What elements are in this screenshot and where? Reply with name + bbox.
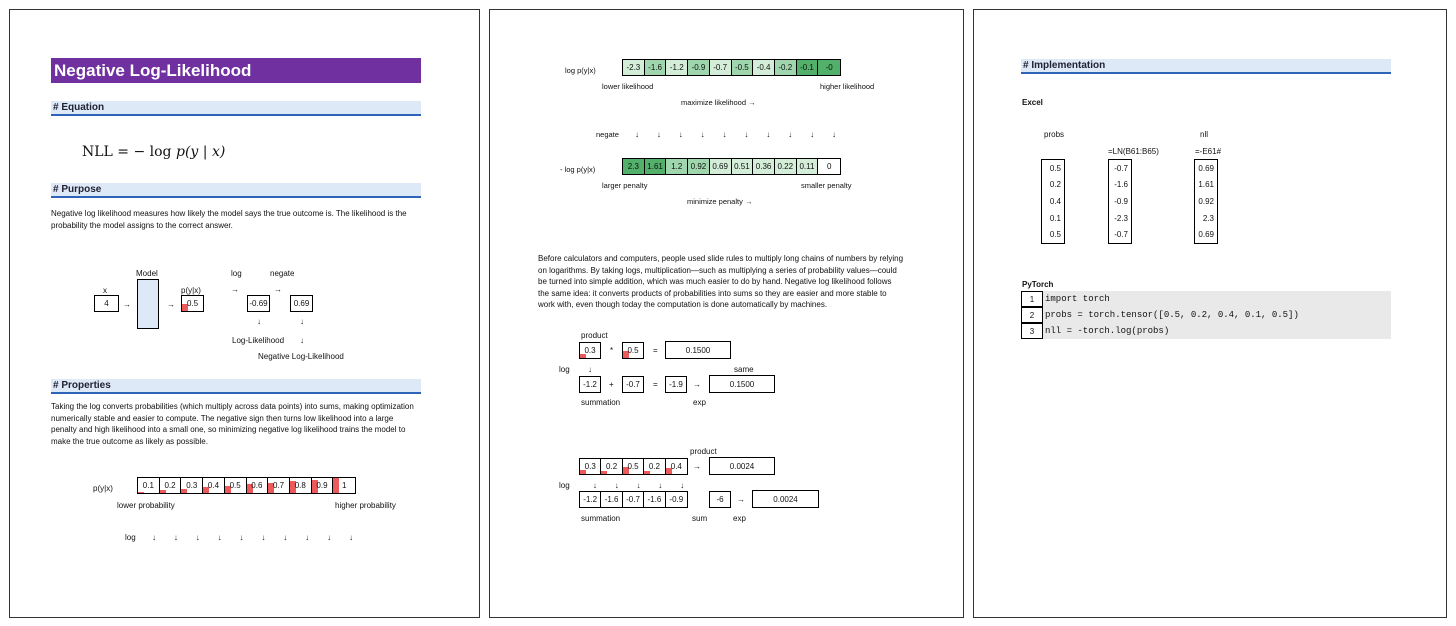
equation-eq: = − log	[112, 144, 176, 160]
ex2-product-result-box: 0.0024	[709, 457, 775, 475]
likelihood-cell: 1.2	[666, 159, 688, 174]
arrow-down-icon: ↓	[195, 533, 200, 542]
likelihood-cell: -2.3	[623, 60, 645, 75]
log-arrows-row	[143, 533, 362, 543]
page-3	[973, 9, 1447, 618]
arrow-down-icon: ↓	[283, 533, 288, 542]
x-value-box: 4	[94, 295, 119, 312]
product-label: product	[581, 331, 608, 340]
prob-cell	[247, 478, 269, 493]
probs-cell: 0.2	[1049, 180, 1061, 190]
likelihood-cell: -0.4	[753, 60, 775, 75]
ex2-log-cell: -1.6	[601, 492, 622, 507]
properties-text: Taking the log converts probabilities (which multiply across data points) into sums, making optimization numerically stable and easier to compute. The negative sign then turns low likelihood into a large penalty and high likelihood into a small one, so minimizing negative log likelihood trains the model to make the true outcome as likely as possible.	[51, 402, 414, 446]
ex2-log-cell: -0.9	[666, 492, 687, 507]
ex1-log-label: log	[559, 365, 570, 374]
logs-cell: -0.7	[1114, 163, 1128, 173]
arrow-down-icon: ↓	[678, 130, 683, 139]
log-column	[1108, 159, 1132, 244]
negate-label: negate	[270, 269, 295, 278]
likelihood-cell: 0.36	[753, 159, 775, 174]
pytorch-label: PyTorch	[1022, 280, 1054, 289]
slide-rule-paragraph: Before calculators and computers, people used slide rules to multiply long chains of numbers by relying on logarithms. By taking logs, multiplication—such as multiplying a series of probability values—could be turned into simple addition, which was much easier to do by hand. Negative log likelihood follows the same idea: it converts products of probabilities into sums so they are easier and more stable to work with, even though today the computation is done automatically by machines.	[538, 254, 904, 309]
prob-cell	[160, 478, 182, 493]
arrow-down-icon: ↓	[217, 533, 222, 542]
nlls-cell: 0.69	[1198, 230, 1214, 240]
nlls-cell: 0.92	[1198, 196, 1214, 206]
exp-result-box: 0.1500	[709, 375, 775, 393]
arrow-down-icon: ↓	[656, 130, 661, 139]
arrow-down-icon: ↓	[744, 130, 749, 139]
p-value-box: 0.5	[181, 295, 204, 312]
ex2-sum-box: -6	[709, 491, 731, 508]
arrow-right-icon: →	[693, 462, 701, 471]
prob-cell	[290, 478, 312, 493]
log-value-box: -0.69	[247, 295, 270, 312]
arrow-down-icon: ↓	[722, 130, 727, 139]
ex2-sum-label: sum	[692, 514, 708, 523]
ex2-prob-cell	[623, 459, 644, 474]
probability-strip	[137, 477, 356, 494]
prob-cell	[138, 478, 160, 493]
section-implementation: # Implementation	[1021, 59, 1391, 74]
cell-value: 0.5	[229, 481, 241, 490]
factor-b-box: 0.5	[622, 342, 644, 359]
neg-value-box: 0.69	[290, 295, 313, 312]
arrow-down-icon: ↓	[300, 336, 304, 345]
code-line-number: 1	[1021, 291, 1043, 307]
logs-cell: -1.6	[1114, 180, 1128, 190]
page-2	[489, 9, 964, 618]
arrow-down-icon: ↓	[831, 130, 836, 139]
likelihood-cell: -0.2	[775, 60, 797, 75]
probs-cell: 0.5	[1049, 230, 1061, 240]
likelihood-cell: 0.11	[797, 159, 819, 174]
log-label: log	[231, 269, 242, 278]
exp-label: exp	[693, 398, 706, 407]
arrow-right-icon: →	[737, 495, 745, 504]
arrow-down-icon: ↓	[327, 533, 332, 542]
prob-cell	[312, 478, 334, 493]
maximize-caption: maximize likelihood →	[681, 98, 756, 107]
bar-fill	[601, 471, 607, 474]
cell-value: 1	[341, 481, 347, 490]
likelihood-cell: -0.5	[732, 60, 754, 75]
multiply-op: *	[610, 346, 614, 355]
nll-label: Negative Log-Likelihood	[258, 352, 344, 361]
cell-value: 0.8	[294, 481, 306, 490]
neg-row-label: - log p(y|x)	[560, 165, 596, 174]
ex2-summation-label: summation	[581, 514, 621, 523]
ln-formula: =LN(B61:B65)	[1108, 147, 1159, 156]
log-b-box: -0.7	[622, 376, 644, 393]
probs-column	[1041, 159, 1065, 244]
likelihood-cell: 1.61	[645, 159, 667, 174]
logs-cell: -0.7	[1114, 230, 1128, 240]
factor-a-box: 0.3	[579, 342, 601, 359]
equation-p: p	[175, 144, 185, 160]
lower-likelihood-label: lower likelihood	[602, 82, 654, 91]
code-line: probs = torch.tensor([0.5, 0.2, 0.4, 0.1, 0.5])	[1043, 307, 1391, 323]
bar-fill	[160, 490, 166, 493]
log-likelihood-strip	[622, 59, 841, 76]
cell-value: 0.3	[186, 481, 198, 490]
likelihood-cell: 0.22	[775, 159, 797, 174]
lower-probability-label: lower probability	[117, 501, 175, 510]
probs-cell: 0.1	[1049, 213, 1061, 223]
arrow-down-icon: ↓	[766, 130, 771, 139]
x-label: x	[103, 286, 107, 295]
arrow-right-icon: →	[693, 380, 701, 389]
ex2-exp-result-box: 0.0024	[752, 490, 819, 508]
likelihood-cell: -0.1	[797, 60, 819, 75]
section-purpose: # Purpose	[51, 183, 421, 198]
equation-lhs: NLL	[82, 144, 113, 160]
arrow-down-icon: ↓	[151, 533, 156, 542]
log-sum-box: -1.9	[665, 376, 687, 393]
negate-label: negate	[596, 130, 619, 139]
log-row-label: log p(y|x)	[565, 66, 596, 75]
likelihood-cell: 0.92	[688, 159, 710, 174]
excel-label: Excel	[1022, 98, 1043, 107]
ex2-log-strip	[579, 491, 688, 508]
bar-fill	[333, 478, 339, 493]
nll-header: nll	[1200, 130, 1209, 139]
arrow-down-icon: ↓	[300, 317, 304, 326]
ex2-prob-cell	[601, 459, 622, 474]
strip-log-label: log	[125, 533, 136, 542]
product-result-box: 0.1500	[665, 341, 731, 359]
code-line-number: 3	[1021, 323, 1043, 339]
ex2-prob-cell	[644, 459, 665, 474]
cell-value: 0.2	[648, 462, 660, 471]
cell-value: 0.9	[316, 481, 328, 490]
likelihood-cell: 0	[818, 159, 840, 174]
arrow-down-icon: ↓	[614, 481, 619, 490]
neg-formula: =-E61#	[1195, 147, 1222, 156]
arrow-down-icon: ↓	[261, 533, 266, 542]
summation-label: summation	[581, 398, 621, 407]
prob-strip-label: p(y|x)	[93, 484, 113, 493]
arrow-down-icon: ↓	[700, 130, 705, 139]
arrow-right-icon: →	[167, 300, 175, 309]
code-block	[1021, 291, 1391, 339]
code-line-number: 2	[1021, 307, 1043, 323]
ex2-log-cell: -1.2	[580, 492, 601, 507]
model-box	[137, 279, 159, 329]
cell-value: 0.3	[584, 462, 596, 471]
ex2-probability-strip	[579, 458, 688, 475]
arrow-right-icon: →	[274, 285, 282, 294]
arrow-down-icon: ↓	[239, 533, 244, 542]
probs-header: probs	[1044, 130, 1065, 139]
prob-cell	[203, 478, 225, 493]
equation	[82, 144, 225, 160]
page-1	[9, 9, 480, 618]
p-label: p(y|x)	[181, 286, 201, 295]
cell-value: 0.2	[164, 481, 176, 490]
arrow-down-icon: ↓	[257, 317, 261, 326]
log-likelihood-label: Log-Likelihood	[232, 336, 285, 345]
bar-fill	[644, 471, 650, 474]
logs-cell: -2.3	[1114, 213, 1128, 223]
same-label: same	[734, 365, 754, 374]
section-properties: # Properties	[51, 379, 421, 394]
cell-value: 0.4	[207, 481, 220, 490]
ex2-log-cell: -1.6	[644, 492, 665, 507]
ex2-exp-label: exp	[733, 514, 746, 523]
probs-cell: 0.4	[1049, 196, 1061, 206]
likelihood-cell: -0	[818, 60, 840, 75]
code-line: import torch	[1043, 291, 1391, 307]
likelihood-cell: 2.3	[623, 159, 645, 174]
probs-cell: 0.5	[1049, 163, 1061, 173]
ex2-prob-cell	[580, 459, 601, 474]
larger-penalty-label: larger penalty	[602, 181, 648, 190]
cell-value: 0.5	[627, 462, 639, 471]
ex2-log-label: log	[559, 481, 570, 490]
prob-cell	[225, 478, 247, 493]
log-a-box: -1.2	[579, 376, 601, 393]
likelihood-cell: -1.6	[645, 60, 667, 75]
arrow-down-icon: ↓	[636, 481, 641, 490]
arrow-down-icon: ↓	[810, 130, 815, 139]
purpose-text: Negative log likelihood measures how likely the model says the true outcome is. The likelihood is the probability the model assigns to the correct answer.	[51, 209, 407, 230]
likelihood-cell: 0.69	[710, 159, 732, 174]
equals-op: =	[653, 380, 658, 389]
arrow-right-icon: →	[123, 300, 131, 309]
likelihood-cell: -0.9	[688, 60, 710, 75]
prob-cell	[268, 478, 290, 493]
likelihood-cell: 0.51	[732, 159, 754, 174]
ex2-arrows-row	[584, 481, 693, 491]
ex2-prob-cell	[666, 459, 687, 474]
equals-op: =	[653, 346, 658, 355]
minimize-caption: minimize penalty →	[687, 197, 753, 206]
negate-arrows-row	[626, 130, 845, 140]
cell-value: 0.7	[273, 481, 285, 490]
equation-arg: (y | x)	[184, 144, 226, 160]
cell-value: 0.4	[670, 462, 682, 471]
product-label: product	[690, 447, 717, 456]
arrow-down-icon: ↓	[348, 533, 353, 542]
higher-probability-label: higher probability	[335, 501, 396, 510]
arrow-down-icon: ↓	[658, 481, 663, 490]
nlls-cell: 1.61	[1198, 180, 1214, 190]
nlls-cell: 2.3	[1202, 213, 1214, 223]
cell-value: 0.6	[251, 481, 263, 490]
arrow-right-icon: →	[231, 285, 239, 294]
nll-strip	[622, 158, 841, 175]
page-title: Negative Log-Likelihood	[51, 58, 421, 83]
section-equation: # Equation	[51, 101, 421, 116]
plus-op: +	[609, 380, 614, 389]
model-label: Model	[136, 269, 158, 278]
arrow-down-icon: ↓	[588, 365, 592, 374]
arrow-down-icon: ↓	[305, 533, 310, 542]
arrow-down-icon: ↓	[592, 481, 597, 490]
prob-cell	[181, 478, 203, 493]
bar-fill	[138, 492, 144, 494]
higher-likelihood-label: higher likelihood	[820, 82, 875, 91]
nlls-cell: 0.69	[1198, 163, 1214, 173]
arrow-down-icon: ↓	[173, 533, 178, 542]
code-line: nll = -torch.log(probs)	[1043, 323, 1391, 339]
cell-value: 0.1	[142, 481, 154, 490]
smaller-penalty-label: smaller penalty	[801, 181, 852, 190]
arrow-down-icon: ↓	[634, 130, 639, 139]
arrow-down-icon: ↓	[788, 130, 793, 139]
arrow-down-icon: ↓	[680, 481, 685, 490]
cell-value: 0.2	[606, 462, 618, 471]
likelihood-cell: -1.2	[666, 60, 688, 75]
likelihood-cell: -0.7	[710, 60, 732, 75]
nll-column	[1194, 159, 1218, 244]
prob-cell	[333, 478, 355, 493]
ex2-log-cell: -0.7	[623, 492, 644, 507]
logs-cell: -0.9	[1114, 196, 1128, 206]
